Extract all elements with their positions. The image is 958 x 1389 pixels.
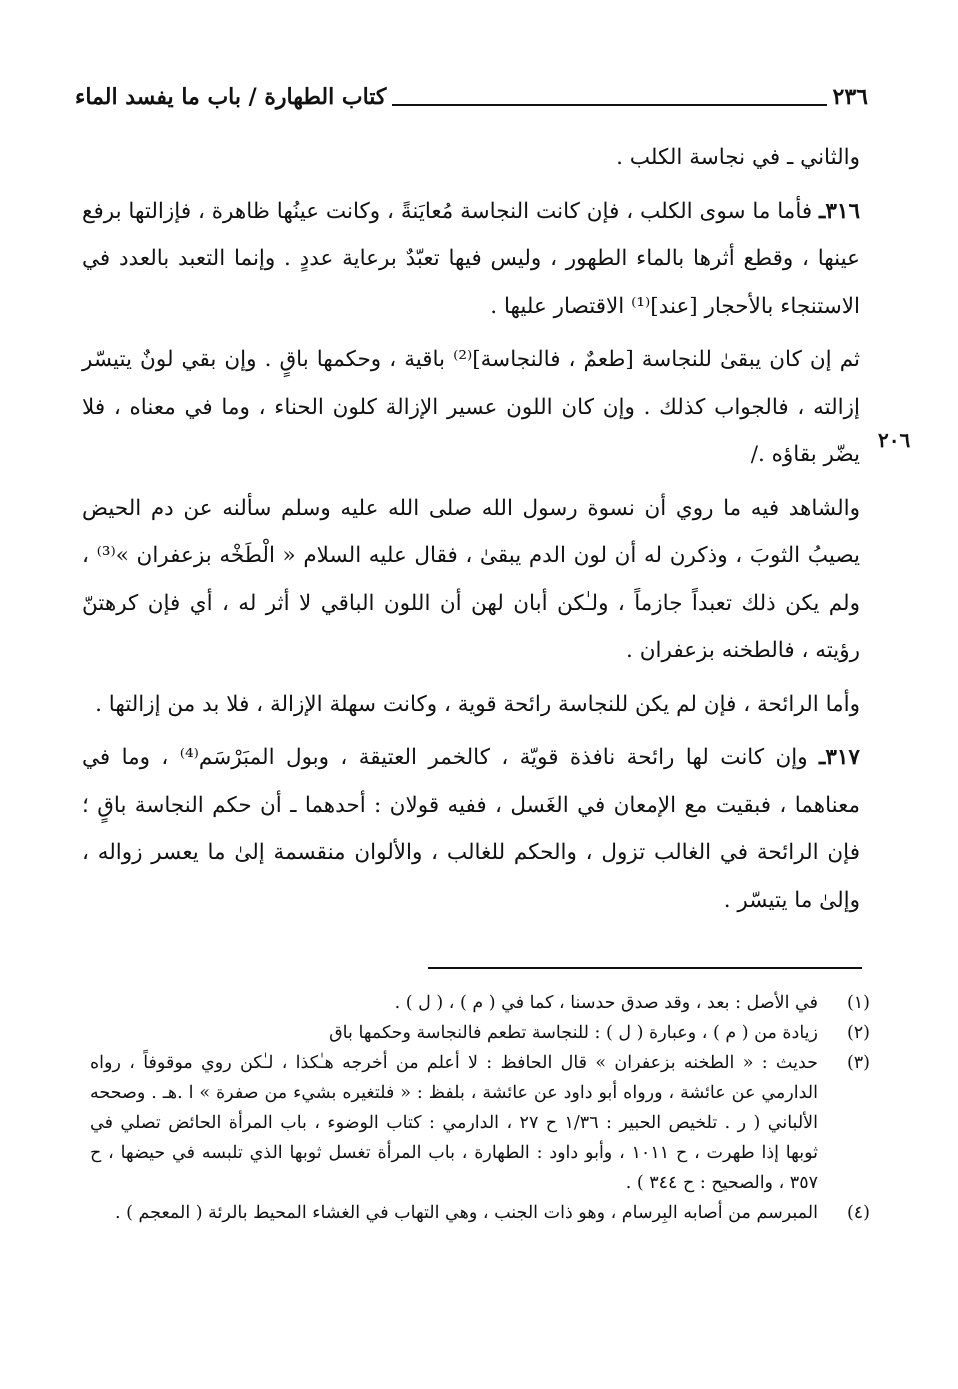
margin-page-reference: ٢٠٦	[878, 428, 911, 452]
page-header	[75, 80, 868, 114]
footnote	[90, 988, 870, 1018]
paragraph-text: فأما ما سوى الكلب ، فإن كانت النجاسة مُعايَنةً ، وكانت عينُها ظاهرة ، فإزالتها برفع عينها ، وقطع أثرها بالماء الطهور ، وليس فيها تعبّدٌ برعاية عددٍ . وإنما التعبد بالعدد في الاستنجاء بالأحجار [عند]⁽¹⁾ الاقتصار عليها .	[82, 198, 860, 319]
paragraph-text: ثم إن كان يبقىٰ للنجاسة [طعمٌ ، فالنجاسة]⁽²⁾ باقية ، وحكمها باقٍ . وإن بقي لونٌ يتيسّر إزالته ، فالجواب كذلك . وإن كان اللون عسير الإزالة كلون الحناء ، وما في معناه ، فلا يضّر بقاؤه ./	[82, 347, 860, 467]
paragraph-text: والثاني ـ في نجاسة الكلب .	[616, 145, 860, 170]
paragraph-number: ٣١٧ـ	[819, 745, 860, 770]
paragraph-text: وأما الرائحة ، فإن لم يكن للنجاسة رائحة قوية ، وكانت سهلة الإزالة ، فلا بد من إزالتها .	[95, 691, 860, 717]
paragraph-number: ٣١٦ـ	[819, 198, 860, 224]
footnote-number: (١)	[846, 993, 870, 1013]
footnote-text: زيادة من ( م ) ، وعبارة ( ل ) : للنجاسة تطعم فالنجاسة وحكمها باق	[329, 1023, 818, 1043]
footnote-number: (٣)	[846, 1053, 870, 1073]
running-title: كتاب الطهارة / باب ما يفسد الماء	[75, 84, 387, 110]
footnote	[90, 1018, 870, 1048]
footnote-number: (٤)	[846, 1203, 870, 1223]
paragraph	[82, 134, 860, 182]
page-number: ٢٣٦	[832, 84, 868, 110]
paragraph	[82, 734, 860, 924]
paragraph	[82, 336, 860, 479]
footnote-text: المبرسم من أصابه البِرسام ، وهو ذات الجنب ، وهي التهاب في الغشاء المحيط بالرئة ( المعجم ) .	[115, 1203, 818, 1223]
footnote-number: (٢)	[846, 1023, 870, 1043]
footnote	[90, 1198, 870, 1228]
main-text	[82, 134, 860, 924]
footnote-separator	[428, 967, 862, 969]
header-rule	[392, 88, 826, 106]
footnote-text: حديث : « الطخنه بزعفران » قال الحافظ : لا أعلم من أخرجه هـٰكذا ، لـٰكن روي موقوفاً ، رواه الدارمي عن عائشة ، ورواه أبو داود عن عائشة ، بلفظ : « فلتغيره بشيء من صفرة » ا .هـ . وصححه الألباني ( ر . تلخيص الحبير : ١/٣٦ ح ٢٧ ، الدارمي : كتاب الوضوء ، باب المرأة الحائض تصلي في ثوبها إذا طهرت ، ح ١٠١١ ، وأبو داود : الطهارة ، باب المرأة تغسل ثوبها الذي تلبسه في حيضها ، ح ٣٥٧ ، والصحيح : ح ٣٤٤ ) .	[90, 1053, 818, 1193]
paragraph	[82, 485, 860, 675]
paragraph	[82, 681, 860, 729]
paragraph-text: وإن كانت لها رائحة نافذة قويّة ، كالخمر العتيقة ، وبول المبَرْسَم⁽⁴⁾ ، وما في معناهما ، فبقيت مع الإمعان في الغَسل ، ففيه قولان : أحدهما ـ أن حكم النجاسة باقٍ ؛ فإن الرائحة في الغالب تزول ، والحكم للغالب ، والألوان منقسمة إلىٰ ما يعسر زواله ، وإلىٰ ما يتيسّر .	[82, 745, 860, 913]
paragraph-text: والشاهد فيه ما روي أن نسوة رسول الله صلى الله عليه وسلم سألنه عن دم الحيض يصيبُ الثوبَ ، وذكرن له أن لون الدم يبقىٰ ، فقال عليه السلام « الْطَخْه بزعفران »⁽³⁾ ، ولم يكن ذلك تعبداً جازماً ، ولـٰكن أبان لهن أن اللون الباقي لا أثر له ، أي فإن كرهتنّ رؤيته ، فالطخنه بزعفران .	[82, 495, 860, 663]
footnote-text: في الأصل : بعد ، وقد صدق حدسنا ، كما في ( م ) ، ( ل ) .	[394, 993, 818, 1013]
paragraph	[82, 188, 860, 331]
footnotes	[90, 988, 870, 1228]
footnote	[90, 1048, 870, 1198]
